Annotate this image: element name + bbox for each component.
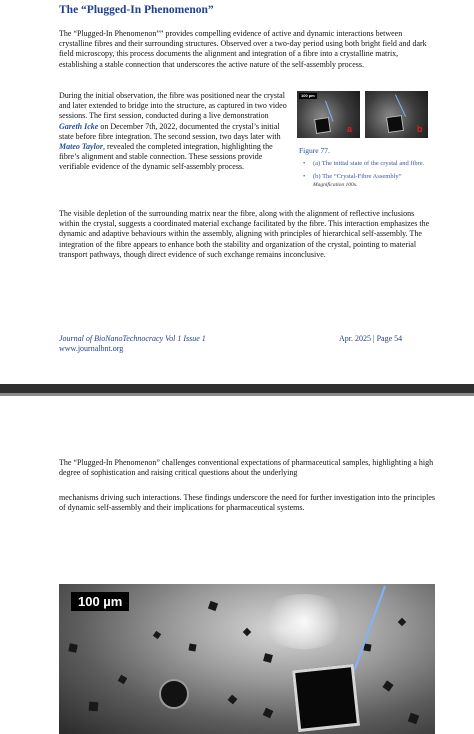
fibre (353, 586, 386, 673)
panel-letter-a: a (347, 124, 353, 134)
micrograph-image (59, 584, 435, 734)
small-crystal (68, 643, 77, 652)
depletion-paragraph: The visible depletion of the surrounding matrix near the fibre, along with the alignment of reflective inclusions within the crystal, suggests a coordinated material exchange facilitated by the fibre. This interaction emphasizes the dynamic and adaptive behaviours within the assembly, aligning with principles of hierarchical self-assembly. The integration of the fibre appears to enhance both the stability and organization of the crystal, pointing to material transport pathways, though direct evidence of such exchange remains inconclusive. (59, 209, 430, 259)
magnification: Magnification 100x. (313, 182, 358, 188)
dark-inclusion (159, 679, 189, 709)
light-glare (259, 594, 349, 649)
page-55 (0, 396, 474, 734)
small-crystal (118, 675, 128, 685)
figure-77-image-b (365, 91, 428, 138)
small-crystal (243, 628, 251, 636)
footer-journal (59, 334, 206, 354)
figure-77-image-a (297, 91, 360, 138)
page-separator (0, 384, 474, 396)
mechanisms-paragraph: mechanisms driving such interactions. These findings underscore the need for further investigation into the principles of dynamic self-assembly and their implications for pharmaceutical systems. (59, 493, 435, 513)
section-title: The “Plugged-In Phenomenon” (59, 4, 214, 16)
panel-letter-b: b (417, 124, 423, 134)
observation-text-2: on December 7th, 2022, documented the crystal’s initial state before fibre integration. The second session, two days later with (59, 121, 281, 141)
small-crystal (398, 618, 406, 626)
journal-url[interactable]: www.journalbnt.org (59, 344, 124, 353)
figure-label: Figure 77. (299, 146, 330, 155)
small-crystal (188, 643, 196, 651)
small-crystal (382, 680, 393, 691)
challenge-paragraph: The “Plugged-In Phenomenon” challenges conventional expectations of pharmaceutical samples, highlighting a high degree of sophistication and raising critical questions about the underlying (59, 458, 434, 478)
observation-paragraph (59, 91, 287, 173)
small-crystal (228, 695, 238, 705)
caption-item-b-text: (b) The “Crystal-Fibre Assembly” (313, 173, 402, 180)
small-crystal (263, 653, 273, 663)
name-gareth-icke: Gareth Icke (59, 121, 99, 131)
crystal (386, 115, 404, 133)
caption-item-a: • (a) The initial state of the crystal and fibre. (313, 160, 443, 168)
small-crystal (208, 601, 218, 611)
small-crystal (153, 631, 161, 639)
crystal (314, 117, 331, 134)
large-crystal (292, 664, 360, 732)
caption-item-b (313, 173, 443, 189)
journal-name: Journal of BioNanoTechnocracy Vol 1 Issue 1 (59, 334, 206, 343)
small-crystal (263, 708, 274, 719)
scale-bar: 100 µm (71, 592, 129, 611)
footer-page-number: Apr. 2025 | Page 54 (339, 334, 403, 343)
figure-caption-list (313, 160, 443, 194)
fibre (395, 95, 406, 117)
observation-text-1: During the initial observation, the fibre was positioned near the crystal and later extended to bridge into the structure, as captured in two video sessions. The first session, conducted during a live demonstration (59, 91, 287, 121)
name-mateo-taylor: Mateo Taylor (59, 142, 103, 152)
scale-bar: 100 µm (301, 93, 315, 98)
small-crystal (89, 702, 99, 712)
intro-paragraph: The “Plugged-In Phenomenon”” provides compelling evidence of active and dynamic interactions between crystalline fibres and their surrounding structures. Observed over a two-day period using both bright field and dark field microscopy, this process documents the alignment and integration of a fibre into a crystalline matrix, establishing a stable connection that underscores the active nature of the self-assembly process. (59, 29, 427, 69)
observation-text-3: , revealed the completed integration, highlighting the fibre’s alignment and stable connection. These sessions provide verifiable evidence of the dynamic self-assembly process. (59, 142, 273, 172)
small-crystal (408, 713, 420, 725)
